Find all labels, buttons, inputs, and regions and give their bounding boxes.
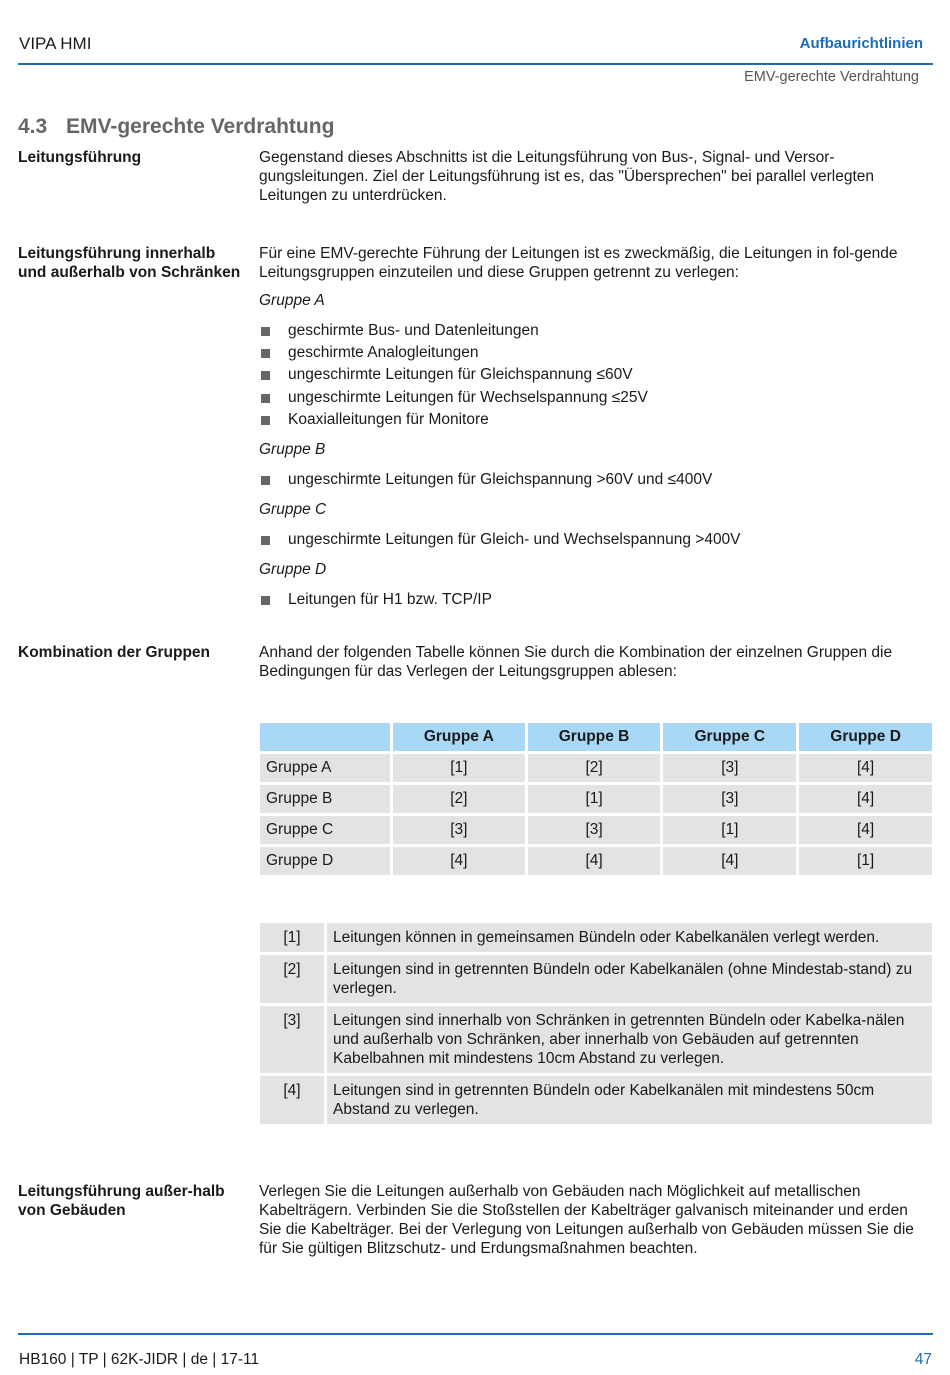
table-row [260,1076,932,1124]
list-item: Leitungen für H1 bzw. TCP/IP [259,589,934,611]
legend-text: Leitungen sind innerhalb von Schränken in getrennten Bündeln oder Kabelka-nälen und außerhalb von Schränken, aber innerhalb von Gebäuden auf getrennten Kabelbahnen mit mindestens 10cm Abstand zu verlegen. [327,1006,932,1073]
paragraph: Gegenstand dieses Abschnitts ist die Leitungsführung von Bus-, Signal- und Versor-gungsleitungen. Ziel der Leitungsführung ist es, das "Übersprechen" bei parallel verlegten Leitungen zu unterdrücken. [259,149,875,204]
table-row [260,816,932,844]
list-item: Koaxialleitungen für Monitore [259,409,934,431]
group-c-list [259,529,934,551]
table-header-row [260,723,932,751]
row-header: Gruppe B [260,785,390,813]
body-kombination [259,643,934,681]
table-cell: [1] [799,847,932,875]
legend-key: [2] [260,955,324,1003]
table-cell: [4] [799,754,932,782]
page-number: 47 [914,1351,932,1368]
table-row [260,754,932,782]
legend-table [257,920,935,1127]
table-cell: [1] [393,754,525,782]
table-row [260,923,932,952]
table-corner [260,723,390,751]
product-name: VIPA HMI [19,34,92,53]
table-cell: [3] [528,816,661,844]
legend-key: [3] [260,1006,324,1073]
column-header: Gruppe A [393,723,525,751]
table-cell: [2] [528,754,661,782]
paragraph: Für eine EMV-gerechte Führung der Leitungen ist es zweckmäßig, die Leitungen in fol-gende Leitungsgruppen einzuteilen und diese Gruppen getrennt zu verlegen: [259,245,898,281]
group-a-list [259,320,934,431]
body-leitungsfuehrung [259,148,934,205]
group-b-list [259,469,934,491]
body-schraenke [259,244,934,612]
paragraph: Verlegen Sie die Leitungen außerhalb von Gebäuden nach Möglichkeit auf metallischen Kabelträgern. Verbinden Sie die Stoßstellen der Kabelträger galvanisch miteinander und erden Sie die Kabelträger. Bei der Verlegung von Leitungen außerhalb von Gebäuden müssen Sie die für Sie gültigen Blitzschutz- und Erdungsmaßnahmen beachten. [259,1183,914,1257]
legend-text: Leitungen sind in getrennten Bündeln oder Kabelkanälen (ohne Mindestab-stand) zu verlegen. [327,955,932,1003]
combination-table [257,720,935,878]
table-cell: [1] [663,816,796,844]
group-a-title: Gruppe A [259,292,325,309]
section-number: 4.3 [18,115,48,138]
section-title: EMV-gerechte Verdrahtung [66,115,335,138]
column-header: Gruppe C [663,723,796,751]
group-d-title: Gruppe D [259,561,327,579]
group-c-title: Gruppe C [259,501,327,519]
footer-divider [18,1333,933,1335]
table-cell: [3] [393,816,525,844]
table-cell: [1] [528,785,661,813]
legend-key: [1] [260,923,324,952]
table-row [260,847,932,875]
paragraph: Anhand der folgenden Tabelle können Sie durch die Kombination der einzelnen Gruppen die Bedingungen für das Verlegen der Leitungsgruppen ablesen: [259,644,893,680]
group-b-title: Gruppe B [259,441,326,459]
table-cell: [4] [799,816,932,844]
table-row [260,955,932,1003]
header-divider [18,63,933,65]
table-row [260,1006,932,1073]
row-header: Gruppe C [260,816,390,844]
section-running-head: EMV-gerechte Verdrahtung [744,69,919,85]
list-item: geschirmte Bus- und Datenleitungen [259,320,934,342]
table-cell: [4] [393,847,525,875]
table-cell: [4] [528,847,661,875]
row-header: Gruppe A [260,754,390,782]
row-header: Gruppe D [260,847,390,875]
side-label-leitungsfuehrung: Leitungsführung [18,149,142,166]
side-label-gebaeude: Leitungsführung außer-halb von Gebäuden [18,1183,225,1219]
table-cell: [3] [663,754,796,782]
list-item: ungeschirmte Leitungen für Wechselspannung ≤25V [259,387,934,409]
legend-text: Leitungen können in gemeinsamen Bündeln oder Kabelkanälen verlegt werden. [327,923,932,952]
table-cell: [4] [799,785,932,813]
list-item: ungeschirmte Leitungen für Gleichspannung >60V und ≤400V [259,469,934,491]
list-item: ungeschirmte Leitungen für Gleich- und Wechselspannung >400V [259,529,934,551]
table-cell: [2] [393,785,525,813]
table-cell: [3] [663,785,796,813]
table-row [260,785,932,813]
body-gebaeude [259,1182,934,1258]
side-label-schraenke: Leitungsführung innerhalb und außerhalb von Schränken [18,245,241,281]
section-heading [18,115,334,139]
column-header: Gruppe B [528,723,661,751]
legend-text: Leitungen sind in getrennten Bündeln oder Kabelkanälen mit mindestens 50cm Abstand zu verlegen. [327,1076,932,1124]
side-label-kombination: Kombination der Gruppen [18,644,211,661]
legend-key: [4] [260,1076,324,1124]
list-item: geschirmte Analogleitungen [259,342,934,364]
chapter-title: Aufbaurichtlinien [799,35,923,52]
table-cell: [4] [663,847,796,875]
group-d-list [259,589,934,611]
document-id: HB160 | TP | 62K-JIDR | de | 17-11 [19,1351,260,1368]
list-item: ungeschirmte Leitungen für Gleichspannung ≤60V [259,364,934,386]
column-header: Gruppe D [799,723,932,751]
